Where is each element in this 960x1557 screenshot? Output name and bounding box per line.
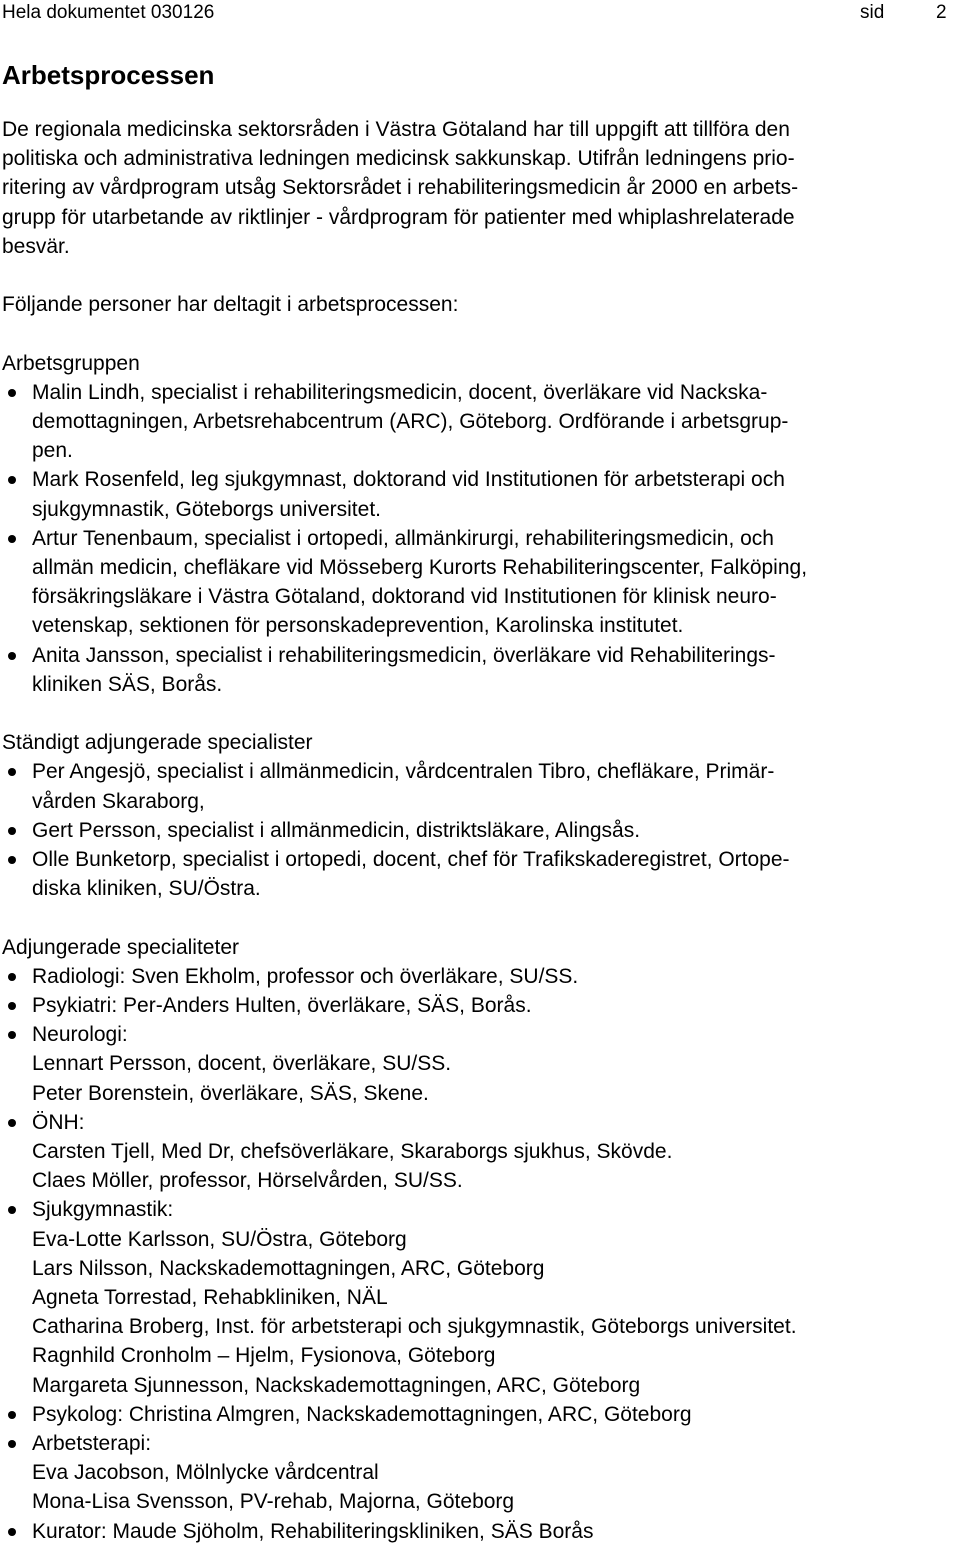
list-item: Radiologi: Sven Ekholm, professor och överläkare, SU/SS.: [32, 964, 579, 988]
list-item-continuation: Catharina Broberg, Inst. för arbetsterapi och sjukgymnastik, Göteborgs universitet.: [32, 1315, 797, 1339]
list-item-continuation: försäkringsläkare i Västra Götaland, doktorand vid Institutionen för klinisk neuro-: [32, 585, 777, 609]
section-title: Arbetsgruppen: [2, 351, 140, 375]
bullet-icon: [8, 1411, 16, 1419]
bullet-icon: [8, 1002, 16, 1010]
list-item: Mark Rosenfeld, leg sjukgymnast, doktorand vid Institutionen för arbetsterapi och: [32, 468, 785, 492]
bullet-icon: [8, 1206, 16, 1214]
list-item-continuation: allmän medicin, chefläkare vid Mösseberg Kurorts Rehabiliteringscenter, Falköping,: [32, 556, 808, 579]
list-item: Sjukgymnastik:: [32, 1198, 174, 1222]
intro-line: grupp för utarbetande av riktlinjer - vårdprogram för patienter med whiplashrelaterade: [2, 205, 795, 229]
list-item: Anita Jansson, specialist i rehabiliteringsmedicin, överläkare vid Rehabiliterings-: [32, 643, 776, 667]
list-item-continuation: pen.: [32, 439, 73, 463]
list-item-continuation: vetenskap, sektionen för personskadeprevention, Karolinska institutet.: [32, 614, 684, 638]
list-item: Malin Lindh, specialist i rehabiliteringsmedicin, docent, överläkare vid Nackska-: [32, 380, 768, 404]
list-item: Neurologi:: [32, 1023, 128, 1047]
list-item: Arbetsterapi:: [32, 1432, 152, 1455]
list-item-continuation: Eva-Lotte Karlsson, SU/Östra, Göteborg: [32, 1227, 407, 1251]
page-header: [0, 0, 960, 28]
bullet-icon: [8, 1119, 16, 1127]
list-item: Per Angesjö, specialist i allmänmedicin, vårdcentralen Tibro, chefläkare, Primär-: [32, 760, 775, 784]
list-item-continuation: Mona-Lisa Svensson, PV-rehab, Majorna, Göteborg: [32, 1490, 515, 1514]
list-item-continuation: Claes Möller, professor, Hörselvården, SU/SS.: [32, 1169, 463, 1193]
list-item-continuation: demottagningen, Arbetsrehabcentrum (ARC), Göteborg. Ordförande i arbetsgrup-: [32, 410, 789, 433]
list-item-continuation: kliniken SÄS, Borås.: [32, 672, 223, 696]
bullet-icon: [8, 535, 16, 543]
list-item: Artur Tenenbaum, specialist i ortopedi, allmänkirurgi, rehabiliteringsmedicin, och: [32, 526, 774, 550]
page-label: sid: [860, 2, 885, 23]
list-item-continuation: Margareta Sjunnesson, Nackskademottagningen, ARC, Göteborg: [32, 1373, 641, 1397]
document-title: Hela dokumentet 030126: [2, 2, 215, 23]
bullet-icon: [8, 1528, 16, 1536]
bullet-icon: [8, 1440, 16, 1448]
section-title: Adjungerade specialiteter: [2, 935, 239, 959]
intro-line: besvär.: [2, 234, 70, 258]
section-title: Ständigt adjungerade specialister: [2, 731, 313, 755]
page-number: 2: [936, 2, 947, 23]
list-item: ÖNH:: [32, 1110, 85, 1134]
intro-line: ritering av vårdprogram utsåg Sektorsrådet i rehabiliteringsmedicin år 2000 en arbets-: [2, 176, 799, 200]
list-item-continuation: Lennart Persson, docent, överläkare, SU/SS.: [32, 1052, 452, 1076]
participants-intro: Följande personer har deltagit i arbetsprocessen:: [2, 293, 459, 317]
list-item-continuation: Peter Borenstein, överläkare, SÄS, Skene.: [32, 1081, 429, 1105]
list-item: Gert Persson, specialist i allmänmedicin, distriktsläkare, Alingsås.: [32, 818, 641, 842]
list-item-continuation: Carsten Tjell, Med Dr, chefsöverläkare, Skaraborgs sjukhus, Skövde.: [32, 1140, 673, 1163]
bullet-icon: [8, 827, 16, 835]
bullet-icon: [8, 768, 16, 776]
list-item-continuation: diska kliniken, SU/Östra.: [32, 877, 261, 901]
bullet-icon: [8, 856, 16, 864]
bullet-icon: [8, 1031, 16, 1039]
list-item: Psykiatri: Per-Anders Hulten, överläkare, SÄS, Borås.: [32, 994, 532, 1017]
section-heading: Arbetsprocessen: [2, 60, 215, 90]
intro-line: De regionala medicinska sektorsråden i Västra Götaland har till uppgift att tillföra den: [2, 118, 790, 141]
bullet-icon: [8, 476, 16, 484]
list-item-continuation: Lars Nilsson, Nackskademottagningen, ARC, Göteborg: [32, 1256, 545, 1280]
list-item-continuation: Agneta Torrestad, Rehabkliniken, NÄL: [32, 1286, 388, 1309]
list-item: Psykolog: Christina Almgren, Nackskademottagningen, ARC, Göteborg: [32, 1402, 692, 1426]
list-item: Olle Bunketorp, specialist i ortopedi, docent, chef för Trafikskaderegistret, Ortope-: [32, 848, 790, 871]
bullet-icon: [8, 652, 16, 660]
list-item-continuation: Ragnhild Cronholm – Hjelm, Fysionova, Göteborg: [32, 1344, 496, 1368]
list-item: Kurator: Maude Sjöholm, Rehabiliteringskliniken, SÄS Borås: [32, 1519, 594, 1543]
intro-line: politiska och administrativa ledningen medicinsk sakkunskap. Utifrån ledningens prio-: [2, 147, 795, 171]
list-item-continuation: Eva Jacobson, Mölnlycke vårdcentral: [32, 1461, 379, 1485]
bullet-icon: [8, 389, 16, 397]
list-item-continuation: vården Skaraborg,: [32, 789, 205, 813]
list-item-continuation: sjukgymnastik, Göteborgs universitet.: [32, 497, 381, 521]
bullet-icon: [8, 973, 16, 981]
